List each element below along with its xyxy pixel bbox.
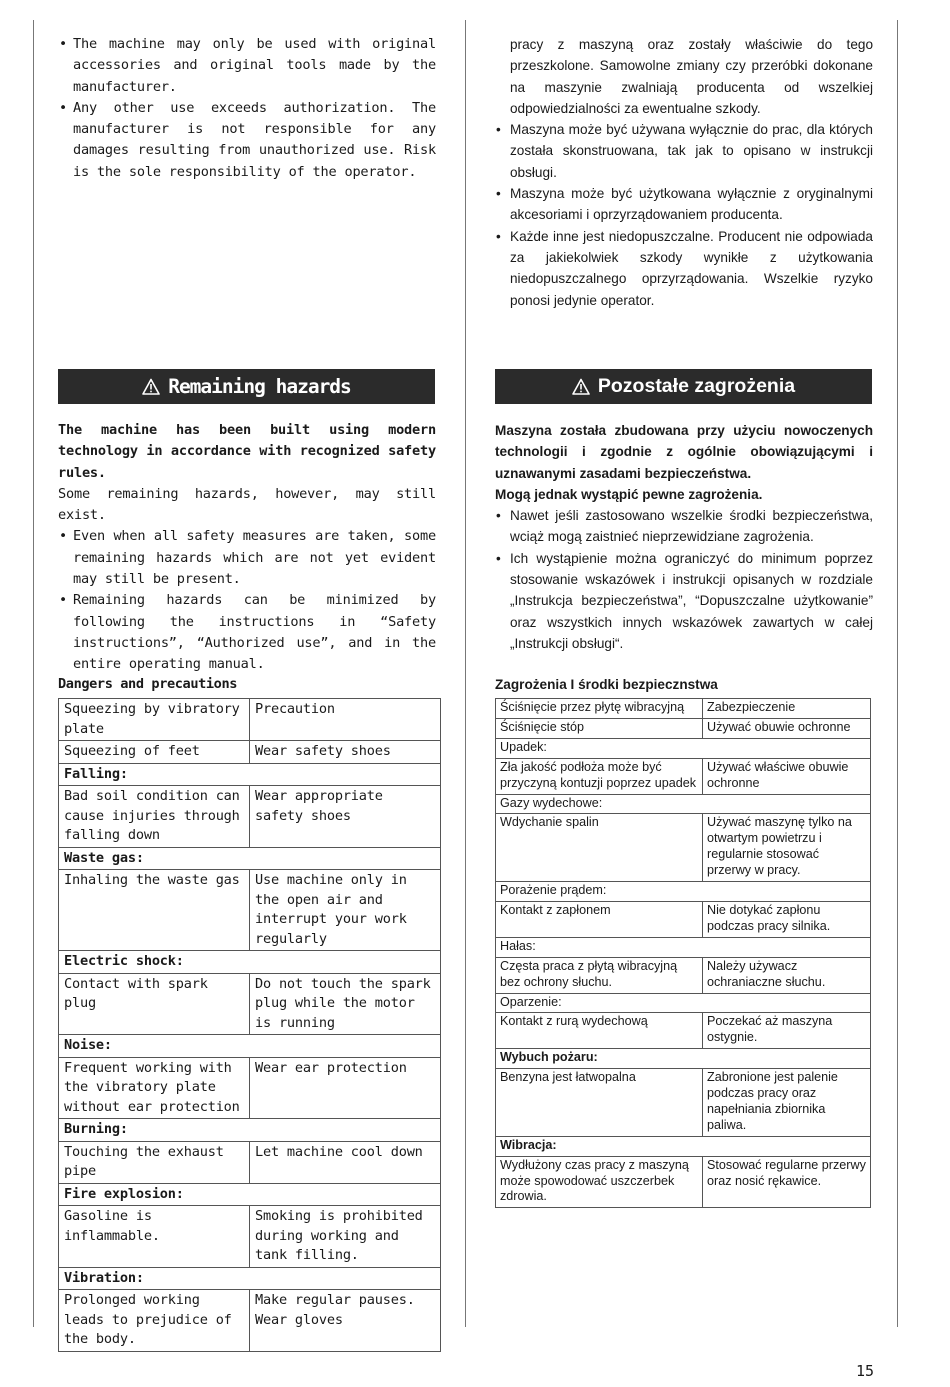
table-category-row — [496, 738, 871, 758]
en-hazards-bullet: • Remaining hazards can be minimized by following the instructions in “Safety instructions”, “Authorized use”, and in the entire operating manual. — [58, 590, 436, 675]
pl-hazards-bullet: • Ich wystąpienie można ograniczyć do minimum poprzez stosowanie wskazówek i instrukcji opisanych w rozdziale „Instrukcja bezpieczeństwa”, “Dopuszczalne użytkowanie” oraz wszystkich innych wskazówek zawartych w całej „Instrukcji obsługi“. — [495, 548, 873, 654]
table-category-row — [59, 1183, 441, 1206]
table-category-row — [496, 993, 871, 1013]
table-precaution-cell: Make regular pauses. Wear gloves — [250, 1290, 441, 1352]
table-precaution-cell: Wear safety shoes — [250, 741, 441, 764]
table-category-cell: Oparzenie: — [496, 993, 871, 1013]
en-dangers-table — [58, 698, 441, 1352]
table-category-cell: Wibracja: — [496, 1136, 871, 1156]
table-row — [59, 1290, 441, 1352]
table-row — [59, 1057, 441, 1119]
table-danger-cell: Prolonged working leads to prejudice of the body. — [59, 1290, 250, 1352]
table-category-row — [59, 1035, 441, 1058]
page-number: 15 — [856, 1362, 875, 1380]
table-row — [59, 786, 441, 848]
pl-hazards-list — [495, 505, 873, 654]
table-row — [496, 901, 871, 937]
table-category-row — [59, 763, 441, 786]
pl-hazards-lead-bold-2: Mogą jednak wystąpić pewne zagrożenia. — [495, 486, 763, 502]
table-row — [496, 1156, 871, 1208]
table-row — [59, 741, 441, 764]
table-row — [59, 1206, 441, 1268]
table-category-cell: Hałas: — [496, 937, 871, 957]
table-category-cell: Burning: — [59, 1119, 441, 1142]
table-precaution-cell: Wear appropriate safety shoes — [250, 786, 441, 848]
table-category-row — [496, 937, 871, 957]
table-precaution-cell: Zabezpieczenie — [703, 699, 871, 719]
table-danger-cell: Squeezing of feet — [59, 741, 250, 764]
table-category-cell: Noise: — [59, 1035, 441, 1058]
table-danger-cell: Kontakt z zapłonem — [496, 901, 703, 937]
pl-hazards-body — [495, 420, 873, 654]
pl-intro-bullet: • Każde inne jest niedopuszczalne. Producent nie odpowiada za jakiekolwiek szkody wynikłe z użytkowania niedopuszczalnego oprzyrządowania. Wszelkie ryzyko ponosi jedynie operator. — [495, 226, 873, 311]
pl-dangers-table — [495, 698, 871, 1208]
table-category-row — [59, 951, 441, 974]
table-precaution-cell: Poczekać aż maszyna ostygnie. — [703, 1013, 871, 1049]
table-category-row — [496, 1049, 871, 1069]
table-category-cell: Gazy wydechowe: — [496, 794, 871, 814]
en-intro-bullet: • The machine may only be used with original accessories and original tools made by the manufacturer. — [58, 34, 436, 98]
table-row — [59, 699, 441, 741]
pl-intro-list — [495, 119, 873, 311]
pl-hazards-lead-bold: Maszyna została zbudowana przy użyciu nowoczenych technologii i zgodnie z ogólnie obowiązującymi i uznawanymi zasadami bezpieczeństwa. — [495, 423, 873, 481]
table-precaution-cell: Nie dotykać zapłonu podczas pracy silnika. — [703, 901, 871, 937]
table-precaution-cell: Wear ear protection — [250, 1057, 441, 1119]
table-category-cell: Waste gas: — [59, 847, 441, 870]
table-row — [496, 758, 871, 794]
table-precaution-cell: Należy używacz ochraniaczne słuchu. — [703, 957, 871, 993]
table-category-cell: Fire explosion: — [59, 1183, 441, 1206]
table-danger-cell: Gasoline is inflammable. — [59, 1206, 250, 1268]
table-danger-cell: Bad soil condition can cause injuries through falling down — [59, 786, 250, 848]
pl-hazards-heading-text: Pozostałe zagrożenia — [597, 375, 796, 397]
table-category-row — [496, 794, 871, 814]
table-danger-cell: Benzyna jest łatwopalna — [496, 1069, 703, 1137]
table-category-cell: Upadek: — [496, 738, 871, 758]
table-danger-cell: Wydłużony czas pracy z maszyną może spowodować uszczerbek zdrowia. — [496, 1156, 703, 1208]
en-hazards-lead-bold: The machine has been built using modern technology in accordance with recognized safety rules. — [58, 422, 436, 481]
table-precaution-cell: Używać właściwe obuwie ochronne — [703, 758, 871, 794]
en-hazards-heading — [58, 369, 435, 404]
table-precaution-cell: Smoking is prohibited during working and tank filling. — [250, 1206, 441, 1268]
table-precaution-cell: Zabronione jest palenie podczas pracy oraz napełniania zbiornika paliwa. — [703, 1069, 871, 1137]
pl-intro-bullet: • Maszyna może być użytkowana wyłącznie z oryginalnymi akcesoriami i oprzyrządowaniem producenta. — [495, 183, 873, 226]
table-precaution-cell: Używać maszynę tylko na otwartym powietrzu i regularnie stosować przerwy w pracy. — [703, 814, 871, 882]
table-precaution-cell: Use machine only in the open air and interrupt your work regularly — [250, 870, 441, 951]
table-category-cell: Wybuch pożaru: — [496, 1049, 871, 1069]
table-row — [496, 957, 871, 993]
table-precaution-cell: Używać obuwie ochronne — [703, 718, 871, 738]
warning-triangle-icon — [572, 378, 590, 396]
en-table-title: Dangers and precautions — [58, 676, 238, 692]
en-intro-list — [58, 34, 436, 183]
table-danger-cell: Kontakt z rurą wydechową — [496, 1013, 703, 1049]
right-margin-rule — [897, 20, 898, 1327]
center-column-rule — [465, 20, 466, 1327]
table-category-cell: Vibration: — [59, 1267, 441, 1290]
table-precaution-cell: Do not touch the spark plug while the motor is running — [250, 973, 441, 1035]
en-hazards-bullet: • Even when all safety measures are taken, some remaining hazards which are not yet evident may still be present. — [58, 526, 436, 590]
table-category-cell: Electric shock: — [59, 951, 441, 974]
table-danger-cell: Częsta praca z płytą wibracyjną bez ochrony słuchu. — [496, 957, 703, 993]
warning-triangle-icon — [142, 378, 160, 396]
table-danger-cell: Ściśnięcie stóp — [496, 718, 703, 738]
pl-hazards-heading — [495, 369, 872, 404]
pl-intro-bullet: • Maszyna może być używana wyłącznie do prac, dla których została skonstruowana, tak jak to opisano w instrukcji obsługi. — [495, 119, 873, 183]
table-row — [496, 1069, 871, 1137]
table-danger-cell: Squeezing by vibratory plate — [59, 699, 250, 741]
pl-hazards-bullet: • Nawet jeśli zastosowano wszelkie środki bezpieczeństwa, wciąż mogą zaistnieć nieprzewidziane zagrożenia. — [495, 505, 873, 548]
left-margin-rule — [33, 20, 34, 1327]
en-hazards-lead: Some remaining hazards, however, may still exist. — [58, 485, 436, 524]
table-row — [496, 718, 871, 738]
table-danger-cell: Inhaling the waste gas — [59, 870, 250, 951]
table-row — [496, 1013, 871, 1049]
table-category-cell: Falling: — [59, 763, 441, 786]
table-danger-cell: Ściśnięcie przez płytę wibracyjną — [496, 699, 703, 719]
en-intro-bullet: • Any other use exceeds authorization. The manufacturer is not responsible for any damages resulting from unauthorized use. Risk is the sole responsibility of the operator. — [58, 98, 436, 183]
table-category-cell: Porażenie prądem: — [496, 882, 871, 902]
table-row — [496, 699, 871, 719]
en-intro — [58, 34, 436, 183]
table-category-row — [59, 1119, 441, 1142]
table-danger-cell: Wdychanie spalin — [496, 814, 703, 882]
pl-intro-continuation: pracy z maszyną oraz zostały właściwie do tego przeszkolone. Samowolne zmiany czy przeróbki dokonane na maszynie zwalniają producenta od wszelkiej odpowiedzialności za ewentualne szkody. — [510, 37, 873, 116]
table-category-row — [59, 1267, 441, 1290]
table-category-row — [496, 1136, 871, 1156]
table-category-row — [59, 847, 441, 870]
pl-intro — [495, 34, 873, 311]
table-precaution-cell: Precaution — [250, 699, 441, 741]
en-hazards-list — [58, 526, 436, 675]
table-row — [59, 1141, 441, 1183]
table-precaution-cell: Let machine cool down — [250, 1141, 441, 1183]
table-row — [59, 870, 441, 951]
table-row — [59, 973, 441, 1035]
en-hazards-heading-text: Remaining hazards — [168, 375, 351, 398]
table-danger-cell: Frequent working with the vibratory plate without ear protection — [59, 1057, 250, 1119]
table-danger-cell: Contact with spark plug — [59, 973, 250, 1035]
en-hazards-body — [58, 420, 436, 676]
table-precaution-cell: Stosować regularne przerwy oraz nosić rękawice. — [703, 1156, 871, 1208]
pl-table-title: Zagrożenia I środki bezpiecznstwa — [495, 677, 718, 692]
table-danger-cell: Touching the exhaust pipe — [59, 1141, 250, 1183]
table-danger-cell: Zła jakość podłoża może być przyczyną kontuzji poprzez upadek — [496, 758, 703, 794]
table-row — [496, 814, 871, 882]
table-category-row — [496, 882, 871, 902]
